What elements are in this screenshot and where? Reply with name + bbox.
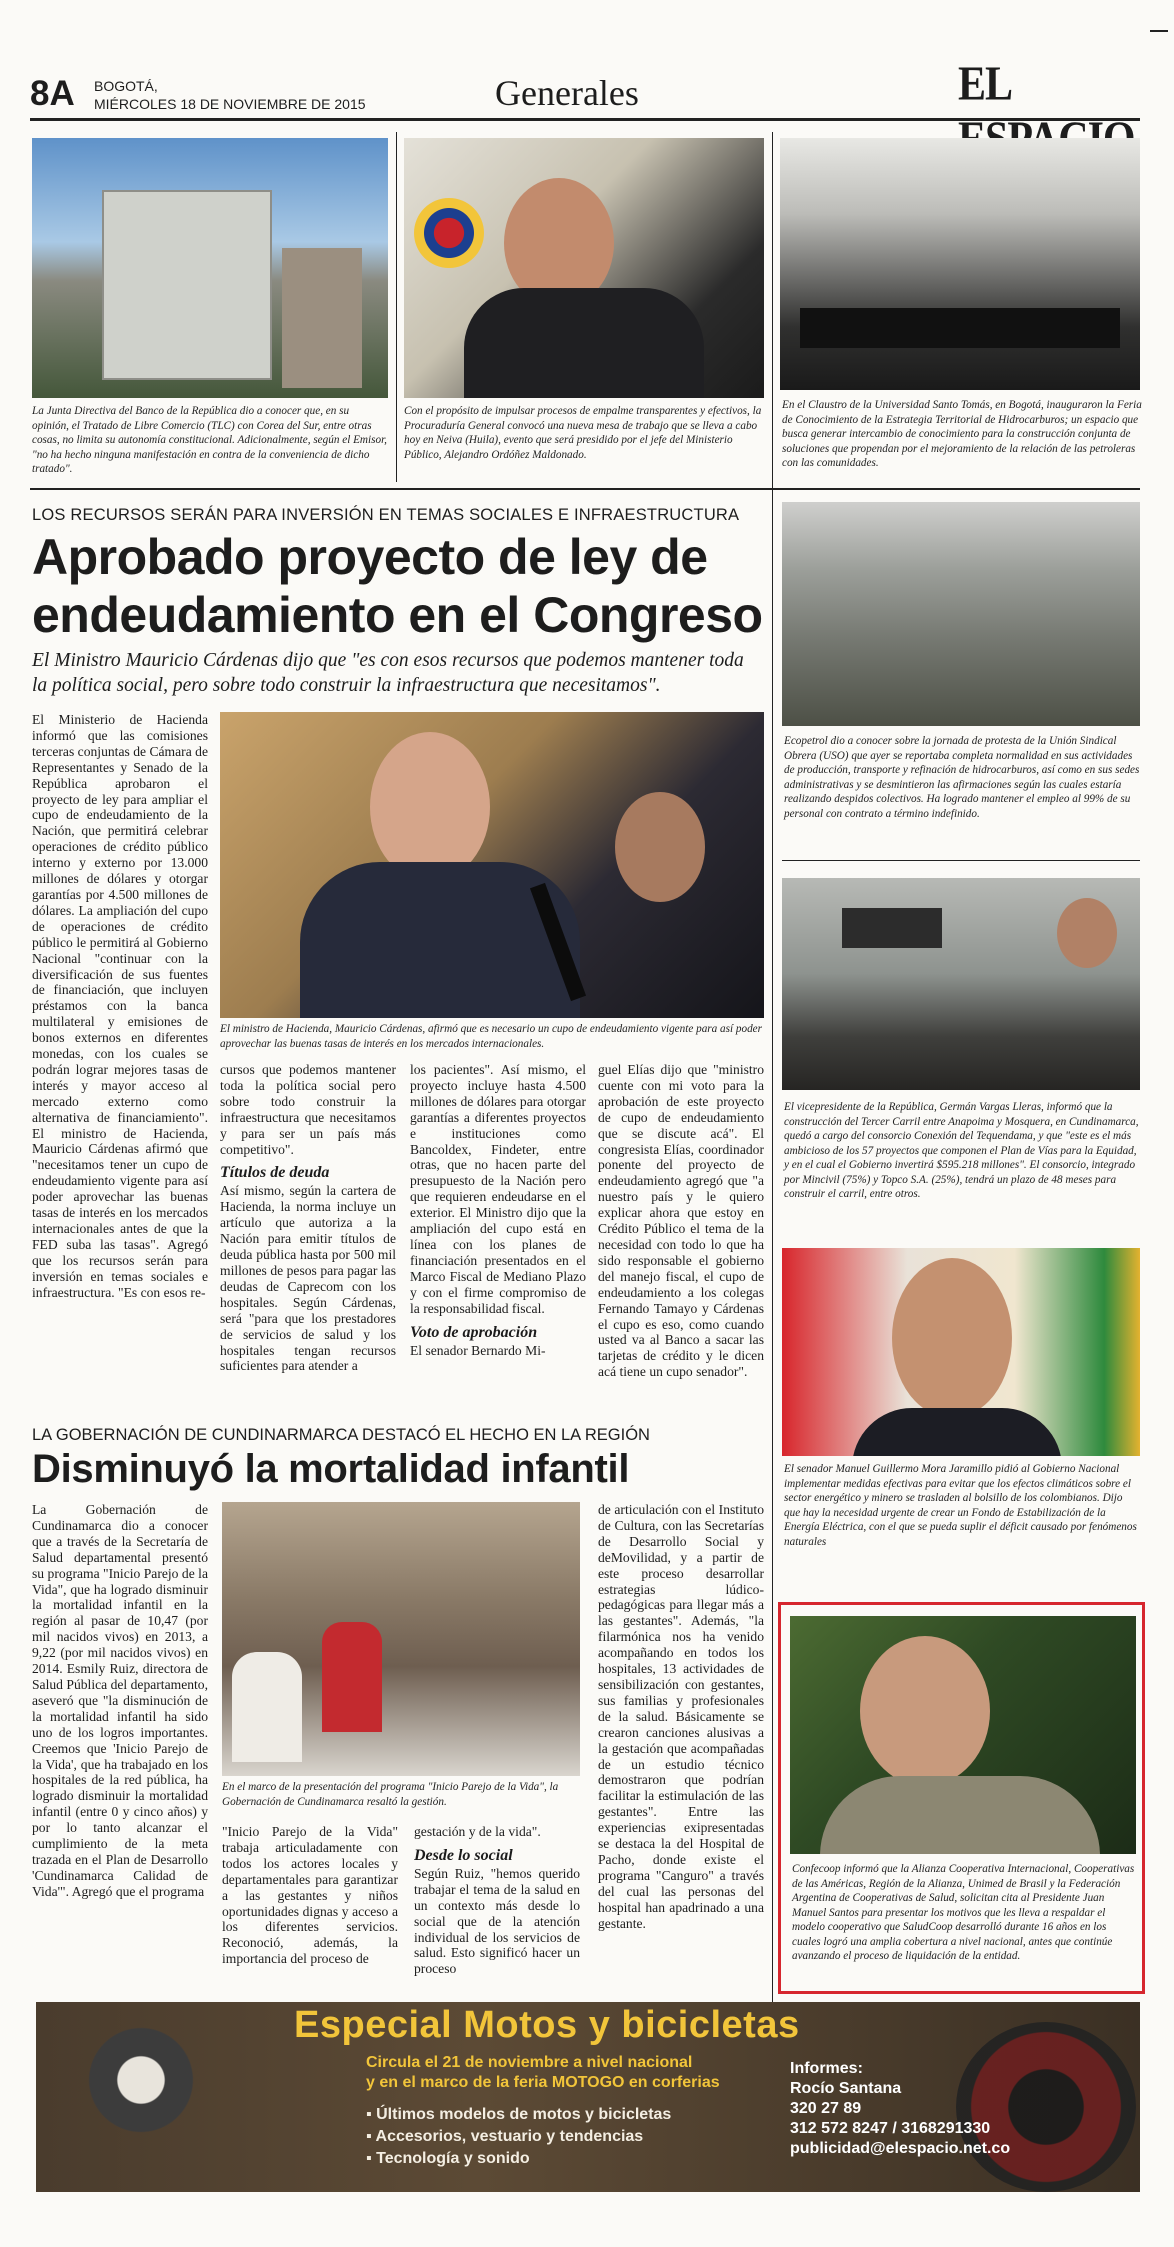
caption-cardenas: El ministro de Hacienda, Mauricio Cárdenas, afirmó que es necesario un cupo de endeudamiento vigente para así poder aprovechar las buenas tasas de interés en los mercados internacionales. <box>220 1023 762 1050</box>
ad-line-2: y en el marco de la feria MOTOGO en corferias <box>366 2074 720 2091</box>
article1-column-4 <box>598 1062 764 1422</box>
article2-col4-text: de articulación con el Instituto de Cultura, con las Secretarías de Desarrollo Social y deMovilidad, y a partir de este proceso desarrollar estrategias lúdico-pedagógicas para llegar más a las gestantes". Además, "la filarmónica nos ha venido acompañando en todos los hospitales, 13 actividades de sensibilización con gestantes, sus familias y profesionales de la salud. Básicamente se crearon canciones alusivas a la gestación que acompañadas de un estudio técnico demostraron que podrían facilitar la estimulación de las gestantes". Entre las experiencias exipresentadas se destaca la del Hospital de Pacho, donde existe el programa "Canguro" a través del cual las personas del hospital han apadrinado a una gestante. <box>598 1502 764 1931</box>
speaker-head <box>1057 898 1117 968</box>
motorcycle-right <box>956 2022 1136 2192</box>
vertical-divider-1 <box>396 132 397 482</box>
article2-column-4 <box>598 1502 764 1994</box>
motocross-rider-left <box>56 2016 226 2176</box>
masthead-city: BOGOTÁ, <box>94 78 158 94</box>
article2-col2-text: "Inicio Parejo de la Vida" trabaja articuladamente con todos los actores locales y departamentales para garantizar a las gestantes y niños oportunidades dignas y acceso a los diferentes servicios. Reconoció, además, la importancia del proceso de <box>222 1824 398 1967</box>
masthead-date: MIÉRCOLES 18 DE NOVIEMBRE DE 2015 <box>94 96 366 112</box>
article2-subhead-social: Desde lo social <box>414 1846 513 1864</box>
article2-col3-text-b: Según Ruiz, "hemos querido trabajar el tema de la salud en un contexto más desde lo social que de la atención individual de los servicios de salud. Esto significó hacer un proceso <box>414 1865 580 1977</box>
article2-column-2 <box>222 1824 398 1994</box>
article1-col4-text: guel Elías dijo que "ministro cuente con mi voto para la aprobación de este proyecto de cupo de endeudamiento que se discute acá". El congresista Elías, coordinador ponente del proyecto de endeudamiento agregó que "a nuestro país y le quiero explicar ahora que estoy en Crédito Público el tema de la necesidad con todo lo que ha sido responsable el gobierno del manejo fiscal, el cupo de endeudamiento a los colegas Fernando Tamayo y Cárdenas el cupo es eso, como cuando usted va al Banco a sacar las tarjetas de crédito y le dicen acá tiene un cupo senador". <box>598 1062 764 1380</box>
article1-col2-text-a: cursos que podemos mantener toda la política social pero sobre todo construir la infraestructura que necesitamos y para ser un país más competitivo". <box>220 1062 396 1157</box>
brand-logo: EL <box>958 57 1010 111</box>
ad-line-1: Circula el 21 de noviembre a nivel nacional <box>366 2054 693 2071</box>
ad-bullet-1-text: Últimos modelos de motos y bicicletas <box>376 2106 672 2123</box>
ad-bullet-3: ▪ Tecnología y sonido <box>366 2150 530 2167</box>
caption-confecoop: Confecoop informó que la Alianza Cooperativa Internacional, Cooperativas de las Américas, Región de la Alianza, Unimed de Brasil y la Federación Argentina de Cooperativas de Salud, solicitan cita al Presidente Juan Manuel Santos para presentar los motivos que les lleva a respaldar el modelo cooperativo que SaludCoop desarrolló durante 16 años en los cuales logró una amplia cobertura a nivel nacional, antes que continúe avanzando el proceso de liquidación de la entidad. <box>792 1863 1135 1962</box>
ad-title: Especial Motos y bicicletas <box>294 2004 800 2046</box>
masthead-rule <box>30 118 1140 121</box>
caption-mora-jaramillo: El senador Manuel Guillermo Mora Jaramillo pidió al Gobierno Nacional implementar medidas efectivas para evitar que los efectos climáticos sobre el sector energético y minero se trasladen al bolsillo de los colombianos. Dijo que hay la necesidad urgente de crear un Fondo de Estabilización de la Energía Eléctrica, con el que se pueda suplir el déficit causado por fenómenos naturales <box>784 1463 1137 1548</box>
photo-mora-jaramillo <box>782 1248 1140 1456</box>
article1-kicker: LOS RECURSOS SERÁN PARA INVERSIÓN EN TEMAS SOCIALES E INFRAESTRUCTURA <box>32 506 740 524</box>
sidebar-divider-1 <box>782 860 1140 861</box>
president-body <box>820 1776 1100 1854</box>
article2-headline: Disminuyó la mortalidad infantil <box>32 1447 630 1491</box>
photo-cardenas <box>220 712 764 1018</box>
ad-bullet-1: ▪ Últimos modelos de motos y bicicletas <box>366 2106 672 2123</box>
church-shape <box>282 248 362 388</box>
corner-mark <box>1150 30 1168 32</box>
article2-kicker: LA GOBERNACIÓN DE CUNDINARMARCA DESTACÓ EL HECHO EN LA REGIÓN <box>32 1426 650 1444</box>
caption-santo-tomas: En el Claustro de la Universidad Santo Tomás, en Bogotá, inauguraron la Feria de Conocimiento de la Estrategia Territorial de Hidrocarburos; un espacio que busca generar intercambio de conocimiento para la construcción conjunta de soluciones que propendan por el mejoramiento de la relación de las petroleras con las comunidades. <box>782 399 1142 469</box>
caption-banco-republica: La Junta Directiva del Banco de la República dio a conocer que, en su opinión, el Tratado de Libre Comercio (TLC) con Corea del Sur, entre otras cosas, no limita su autonomía constitucional. Adicionalmente, según el Emisor, "no ha hecho ninguna manifestación en contra de la conveniencia de dicho tratado". <box>32 405 387 475</box>
ad-contact-label: Informes: <box>790 2060 863 2077</box>
ad-bullet-3-text: Tecnología y sonido <box>376 2150 530 2167</box>
photo-santo-tomas <box>780 138 1140 390</box>
photo-vargas-lleras <box>782 878 1140 1090</box>
article1-headline-line1: Aprobado proyecto de ley de <box>32 529 708 585</box>
article2-column-1 <box>32 1502 208 1992</box>
photo-ecopetrol <box>782 502 1140 726</box>
article1-column-1 <box>32 712 208 1422</box>
senator-body <box>852 1408 1062 1456</box>
stage-table <box>800 308 1120 348</box>
ad-phone-2: 312 572 8247 / 3168291330 <box>790 2120 991 2137</box>
president-head <box>860 1636 990 1786</box>
ad-email[interactable]: publicidad@elespacio.net.co <box>790 2140 1011 2157</box>
ad-banner-motos[interactable] <box>36 2002 1140 2192</box>
caption-mortalidad: En el marco de la presentación del programa "Inicio Parejo de la Vida", la Gobernación de Cundinamarca resaltó la gestión. <box>222 1781 559 1808</box>
article2-col3-text-a: gestación y de la vida". <box>414 1824 541 1839</box>
article1-col3-text-a: los pacientes". Así mismo, el proyecto incluye hasta 4.500 millones de dólares para otorgar garantías a diferentes proyectos e instituciones como Bancoldex, Findeter, entre otras, que no hacen parte del presupuesto de la Nación pero que requieren endeudarse en el exterior. El Ministro dijo que la ampliación del cupo está en línea con los planes de financiación presentados en el Marco Fiscal de Mediano Plazo y con el firme compromiso de la responsabilidad fiscal. <box>410 1062 586 1316</box>
ad-phone-1: 320 27 89 <box>790 2100 862 2117</box>
caption-vargas-lleras: El vicepresidente de la República, Germán Vargas Lleras, informó que la construcción del Tercer Carril entre Anapoima y Mosquera, en Cundinamarca, quedó a cargo del consorcio Conexión del Tequendama, y que "este es el más ambicioso de los 57 proyectos que componen el Plan de Vías para la Equidad, y en el cual el Gobierno invertirá $595.218 millones". El consorcio, integrado por Mincivil (75%) y Topco S.A. (25%), tendrá un plazo de 48 meses para construir el carril, entre otros. <box>784 1101 1139 1200</box>
photo-mortalidad <box>222 1502 580 1776</box>
divider-top-row <box>30 488 1140 490</box>
ad-bullet-2-text: Accesorios, vestuario y tendencias <box>375 2128 644 2145</box>
vertical-divider-2 <box>772 132 773 2002</box>
article1-col2-text-b: Así mismo, según la cartera de Hacienda, la norma incluye un artículo que autoriza a la Nación para emitir títulos de deuda pública hasta por 500 mil millones de pesos para pagar las deudas de Caprecom con los hospitales. Según Cárdenas, será "para que los prestadores de servicios de salud y los hospitales tengan recursos suficientes para atender a <box>220 1183 396 1374</box>
aide-head <box>615 792 705 902</box>
photo-procuraduria <box>404 138 764 398</box>
photo-banco-republica <box>32 138 388 398</box>
article1-col1-text: El Ministerio de Hacienda informó que las comisiones terceras conjuntas de Cámara de Representantes y Senado de la República aprobaron el proyecto de ley para ampliar el cupo de endeudamiento de la Nación, que permitirá celebrar operaciones de crédito público interno y externo por 13.000 millones de dólares y otorgar garantías por 4.500 millones de dólares. La ampliación del cupo de operaciones de crédito público le permitirá al Gobierno Nacional "continuar con la diversificación de sus fuentes de financiación, que incluyen préstamos con la banca multilateral y emisiones de bonos externos en diferentes monedas, con los cuales se podrán lograr mejores tasas de interés y mayor acceso al mercado externo como alternativa de financiamiento". El ministro de Hacienda, Mauricio Cárdenas afirmó que "necesitamos tener un cupo de endeudamiento vigente para así poder aprovechar las buenas tasas de interés en los mercados internacionales antes de que la FED suba las tasas". Agregó que los recursos serán para inversión en temas sociales e infraestructura. "Es con esos re- <box>32 712 208 1300</box>
boat-shape <box>842 908 942 948</box>
flag-emblem <box>414 198 484 268</box>
article1-col3-text-b: El senador Bernardo Mi- <box>410 1342 546 1358</box>
page-number: 8A <box>30 74 75 113</box>
person-body <box>464 288 704 398</box>
woman-red-shirt <box>322 1622 382 1732</box>
article1-subhead-voto: Voto de aprobación <box>410 1323 538 1341</box>
article2-col1-text: La Gobernación de Cundinamarca dio a conocer que a través de la Secretaría de Salud departamental presentó su programa "Inicio Parejo de la Vida", que ha logrado disminuir la mortalidad infantil en la región al pasar de 10,47 (por mil nacidos vivos) en 2013, a 9,22 (por mil nacidos vivos) en 2014. Esmily Ruiz, directora de Salud Pública del departamento, aseveró que "la disminución de la mortalidad infantil ha sido uno de los logros importantes. Creemos que 'Inicio Parejo de la Vida', que ha trabajado en los hospitales de la red pública, ha logrado disminuir la mortalidad infantil (entre 0 y cinco años) y por lo tanto alcanzar el cumplimiento de la meta trazada en el Plan de Desarrollo 'Cundinamarca Calidad de Vida'". Agregó que el programa <box>32 1502 208 1899</box>
article1-headline-line2: endeudamiento en el Congreso <box>32 587 763 643</box>
minister-head <box>370 732 490 882</box>
building-shape <box>102 190 272 380</box>
caption-procuraduria: Con el propósito de impulsar procesos de empalme transparentes y efectivos, la Procuraduría General convocó una nueva mesa de trabajo que se lleva a cabo hoy en Neiva (Huila), evento que será presidido por el jefe del Ministerio Público, Alejandro Ordóñez Maldonado. <box>404 405 762 461</box>
article1-column-3 <box>410 1062 586 1422</box>
article1-column-2 <box>220 1062 396 1422</box>
senator-head <box>892 1258 1012 1418</box>
ad-bullet-2: ▪ Accesorios, vestuario y tendencias <box>366 2128 644 2145</box>
article2-column-3 <box>414 1824 580 1994</box>
woman-white-shirt <box>232 1652 302 1762</box>
article1-deck: El Ministro Mauricio Cárdenas dijo que "es con esos recursos que podemos mantener toda la política social, pero sobre todo construir la infraestructura que necesitamos". <box>32 650 744 696</box>
article1-subhead-titulos: Títulos de deuda <box>220 1164 330 1182</box>
section-title: Generales <box>495 73 639 113</box>
photo-santos <box>790 1616 1136 1854</box>
caption-ecopetrol: Ecopetrol dio a conocer sobre la jornada de protesta de la Unión Sindical Obrera (USO) que ayer se reportaba completa normalidad en sus actividades de producción, transporte y refinación de hidrocarburos, así como en sus sedes administrativas y se desmintieron las afirmaciones según las cuales estaría realizando despidos colectivos. Ha logrado mantener el empleo al 99% de su personal con contrato a término indefinido. <box>784 735 1140 820</box>
ad-contact-name: Rocío Santana <box>790 2080 902 2097</box>
